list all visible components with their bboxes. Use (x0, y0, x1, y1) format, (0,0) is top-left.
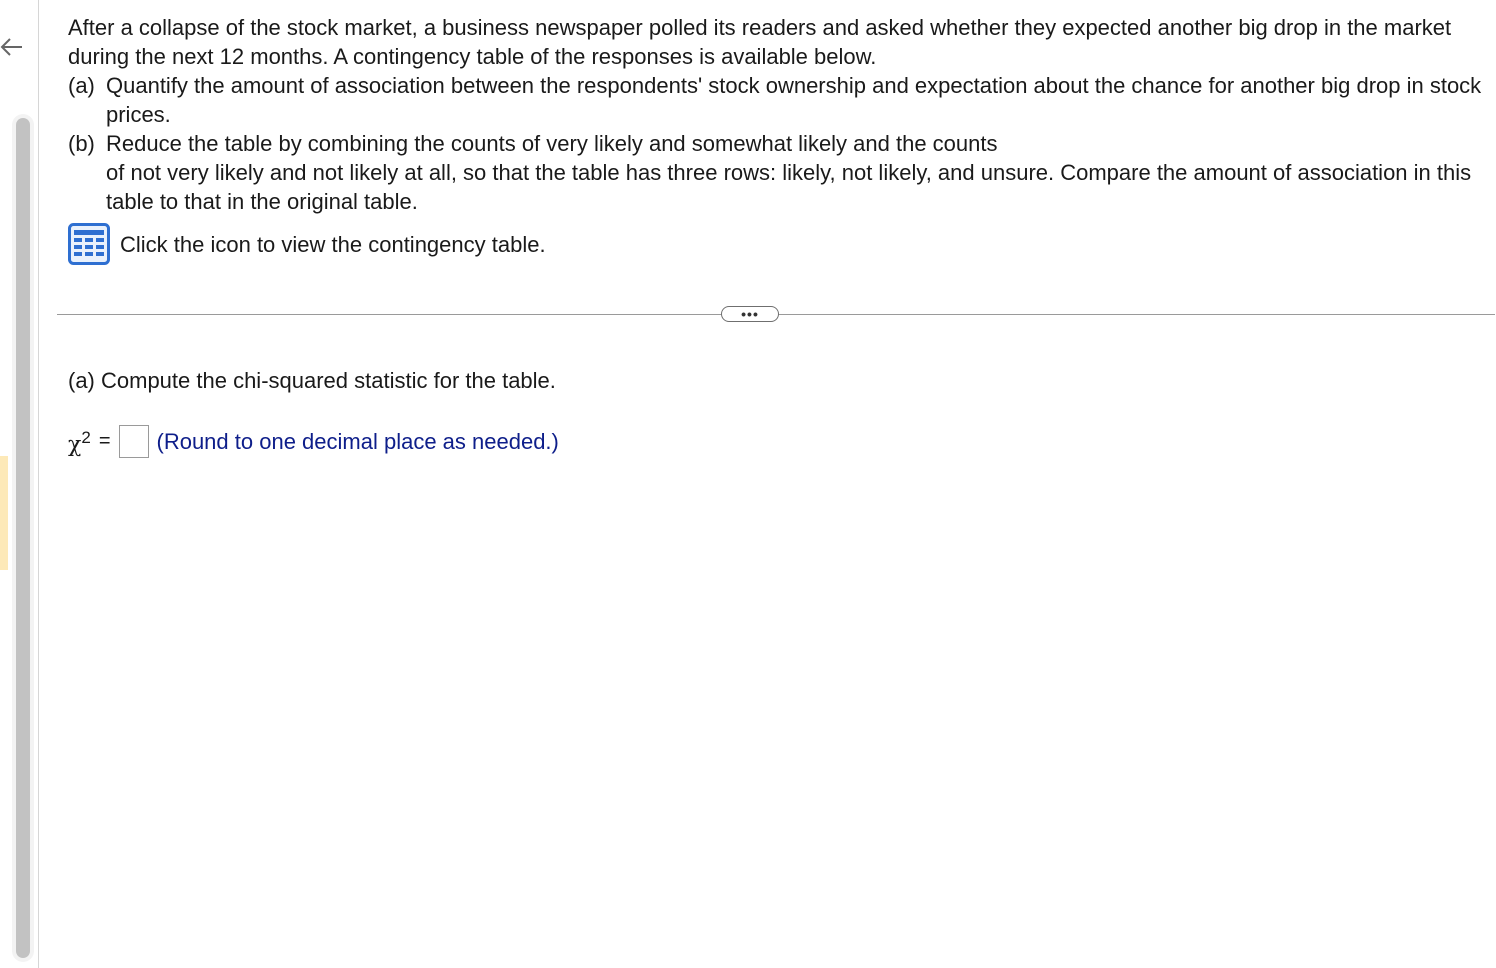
chi-squared-symbol (68, 423, 91, 459)
question-intro: After a collapse of the stock market, a business newspaper polled its readers and asked whether they expected another big drop in the market during the next 12 months. A contingency table of the responses is available below. (68, 15, 1452, 69)
part-b (68, 129, 1488, 216)
chi-squared-answer-input[interactable] (119, 425, 149, 458)
view-table-text[interactable]: Click the icon to view the contingency table. (120, 231, 546, 257)
part-a-text: Quantify the amount of association between the respondents' stock ownership and expectation about the chance for another big drop in stock prices. (106, 73, 1482, 127)
answer-prompt: (a) Compute the chi-squared statistic for the table. (68, 368, 556, 393)
left-rail (0, 0, 39, 968)
part-b-label: (b) (68, 131, 95, 156)
scrollbar-track[interactable] (12, 114, 34, 962)
equals-sign: = (98, 429, 111, 452)
chi-letter: χ (68, 432, 82, 458)
table-grid-icon[interactable] (68, 223, 110, 265)
scrollbar-thumb[interactable] (16, 118, 30, 958)
part-b-text-line1: Reduce the table by combining the counts of very likely and somewhat likely and the counts (106, 131, 998, 156)
answer-area (68, 366, 559, 459)
part-b-text (106, 129, 1488, 216)
part-a-label: (a) (68, 73, 95, 98)
chi-exponent: 2 (81, 428, 91, 447)
chi-squared-row (68, 423, 559, 459)
part-a (68, 71, 1488, 129)
question-text (68, 13, 1488, 265)
back-arrow-icon[interactable] (0, 32, 30, 62)
highlight-band (0, 456, 8, 570)
expand-more-button[interactable]: ••• (721, 306, 779, 322)
part-b-text-rest: of not very likely and not likely at all, so that the table has three rows: likely, not likely, and unsure. Compare the amount of association in this table to that in the original table. (106, 160, 1472, 214)
view-table-link[interactable] (68, 223, 1488, 265)
rounding-hint: (Round to one decimal place as needed.) (156, 428, 559, 454)
